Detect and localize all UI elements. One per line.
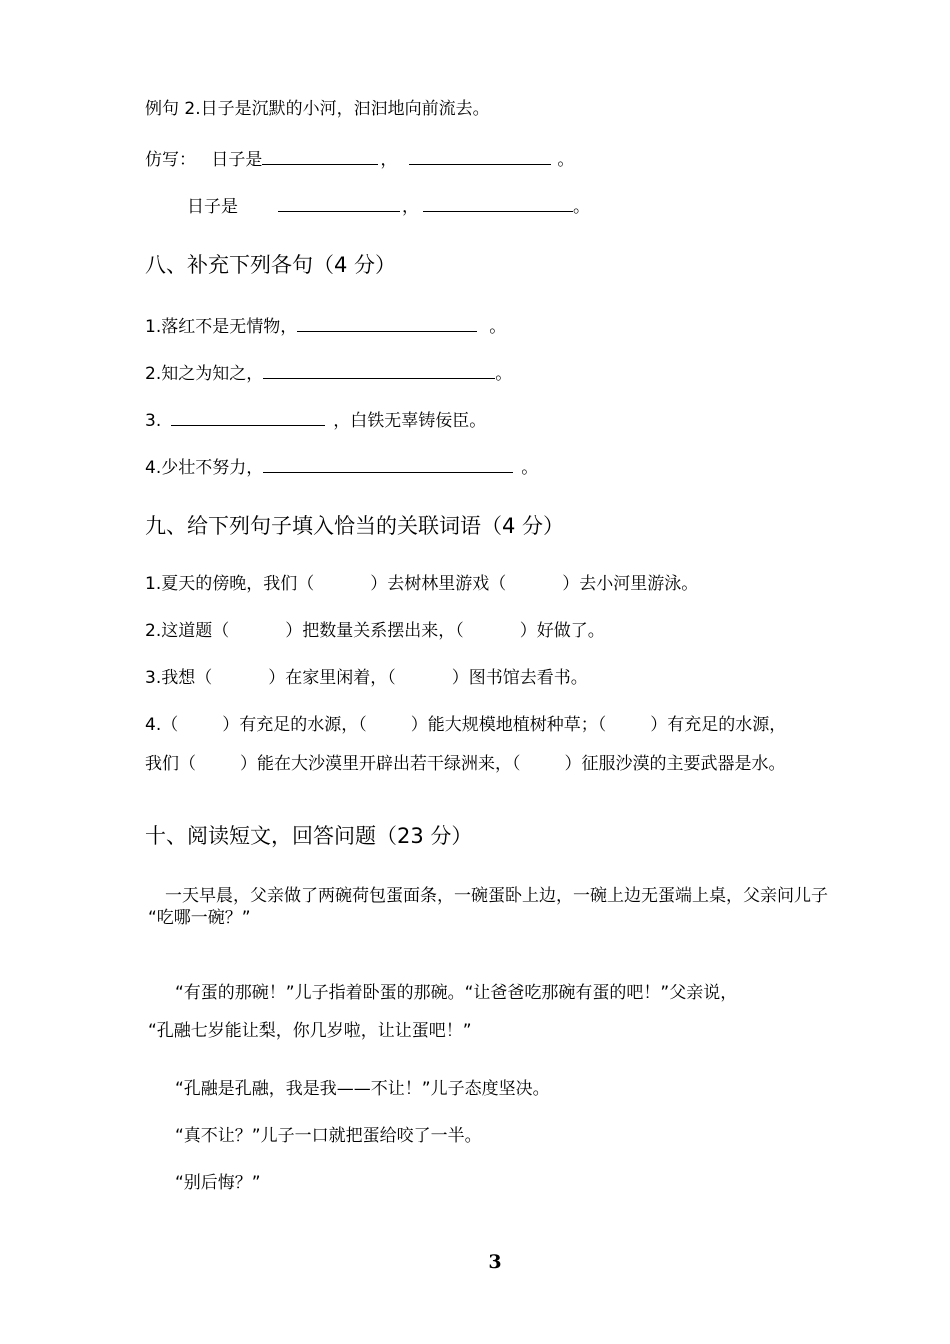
item-suffix: 。 bbox=[495, 364, 513, 384]
example-sentence-2: 例句 2.日子是沉默的小河，汩汩地向前流去。 bbox=[145, 99, 490, 119]
fill-item bbox=[145, 313, 506, 338]
section-10-title: 十、阅读短文，回答问题（23 分） bbox=[145, 824, 473, 848]
passage-paragraph bbox=[145, 885, 865, 929]
item-text: ）有充足的水源，（ bbox=[222, 715, 367, 735]
answer-blank[interactable] bbox=[297, 313, 477, 332]
item-text: ）在家里闲着，（ bbox=[268, 668, 396, 688]
comma: ， bbox=[380, 150, 398, 170]
passage-text: “吃哪一碗？” bbox=[148, 908, 251, 928]
item-prompt: 4.少壮不努力， bbox=[145, 458, 264, 478]
item-text: 我们（ bbox=[145, 754, 196, 774]
passage-text: “有蛋的那碗！”儿子指着卧蛋的那碗。“让爸爸吃那碗有蛋的吧！”父亲说， bbox=[175, 983, 738, 1003]
answer-blank[interactable] bbox=[423, 193, 573, 212]
answer-blank[interactable] bbox=[262, 146, 378, 165]
answer-blank[interactable] bbox=[409, 146, 551, 165]
conjunction-item bbox=[145, 714, 786, 736]
passage-text: 一天早晨，父亲做了两碗荷包蛋面条，一碗蛋卧上边，一碗上边无蛋端上桌，父亲问儿子 bbox=[165, 886, 828, 906]
answer-blank[interactable] bbox=[171, 407, 325, 426]
item-suffix: ，白铁无辜铸佞臣。 bbox=[333, 411, 487, 431]
item-text: ）把数量关系摆出来，（ bbox=[285, 621, 464, 641]
item-text: 3.我想（ bbox=[145, 668, 213, 688]
answer-blank[interactable] bbox=[263, 454, 513, 473]
passage-text: “孔融七岁能让梨，你几岁啦，让让蛋吧！” bbox=[148, 1021, 472, 1041]
conjunction-item bbox=[145, 620, 605, 642]
page-number: 3 bbox=[488, 1251, 502, 1273]
item-text: ）有充足的水源， bbox=[650, 715, 787, 735]
section-9-title: 九、给下列句子填入恰当的关联词语（4 分） bbox=[145, 514, 565, 538]
item-text: ）图书馆去看书。 bbox=[451, 668, 588, 688]
item-prompt: 3. bbox=[145, 411, 162, 431]
item-text: 1.夏天的傍晚，我们（ bbox=[145, 574, 315, 594]
conjunction-item bbox=[145, 667, 588, 689]
section-8-title: 八、补充下列各句（4 分） bbox=[145, 253, 397, 277]
conjunction-item bbox=[145, 573, 698, 595]
imitate-start: 日子是 bbox=[211, 150, 263, 170]
item-text: ）去树林里游戏（ bbox=[370, 574, 507, 594]
item-suffix: 。 bbox=[489, 317, 507, 337]
item-text: ）好做了。 bbox=[519, 621, 605, 641]
imitate-label: 仿写： bbox=[145, 150, 196, 170]
passage-text: “真不让？”儿子一口就把蛋给咬了一半。 bbox=[175, 1126, 482, 1146]
imitate-start: 日子是 bbox=[187, 197, 238, 217]
answer-blank[interactable] bbox=[278, 193, 400, 212]
comma: ， bbox=[402, 197, 419, 217]
item-text: ）能大规模地植树种草；（ bbox=[410, 715, 607, 735]
imitation-line-1 bbox=[145, 146, 574, 171]
period: 。 bbox=[557, 150, 575, 170]
item-prompt: 2.知之为知之， bbox=[145, 364, 264, 384]
fill-item bbox=[145, 407, 486, 432]
fill-item bbox=[145, 360, 512, 385]
answer-blank[interactable] bbox=[263, 360, 495, 379]
passage-text: “别后悔？” bbox=[175, 1173, 261, 1193]
fill-item bbox=[145, 454, 538, 479]
item-suffix: 。 bbox=[521, 458, 539, 478]
item-text: ）征服沙漠的主要武器是水。 bbox=[564, 754, 786, 774]
imitation-line-2 bbox=[187, 193, 590, 218]
item-text: 4.（ bbox=[145, 715, 179, 735]
passage-text: “孔融是孔融，我是我——不让！”儿子态度坚决。 bbox=[175, 1079, 550, 1099]
conjunction-item-continued bbox=[145, 753, 786, 775]
item-text: ）去小河里游泳。 bbox=[562, 574, 699, 594]
item-text: 2.这道题（ bbox=[145, 621, 230, 641]
item-text: ）能在大沙漠里开辟出若干绿洲来，（ bbox=[240, 754, 521, 774]
period: 。 bbox=[573, 197, 590, 217]
item-prompt: 1.落红不是无情物， bbox=[145, 317, 298, 337]
